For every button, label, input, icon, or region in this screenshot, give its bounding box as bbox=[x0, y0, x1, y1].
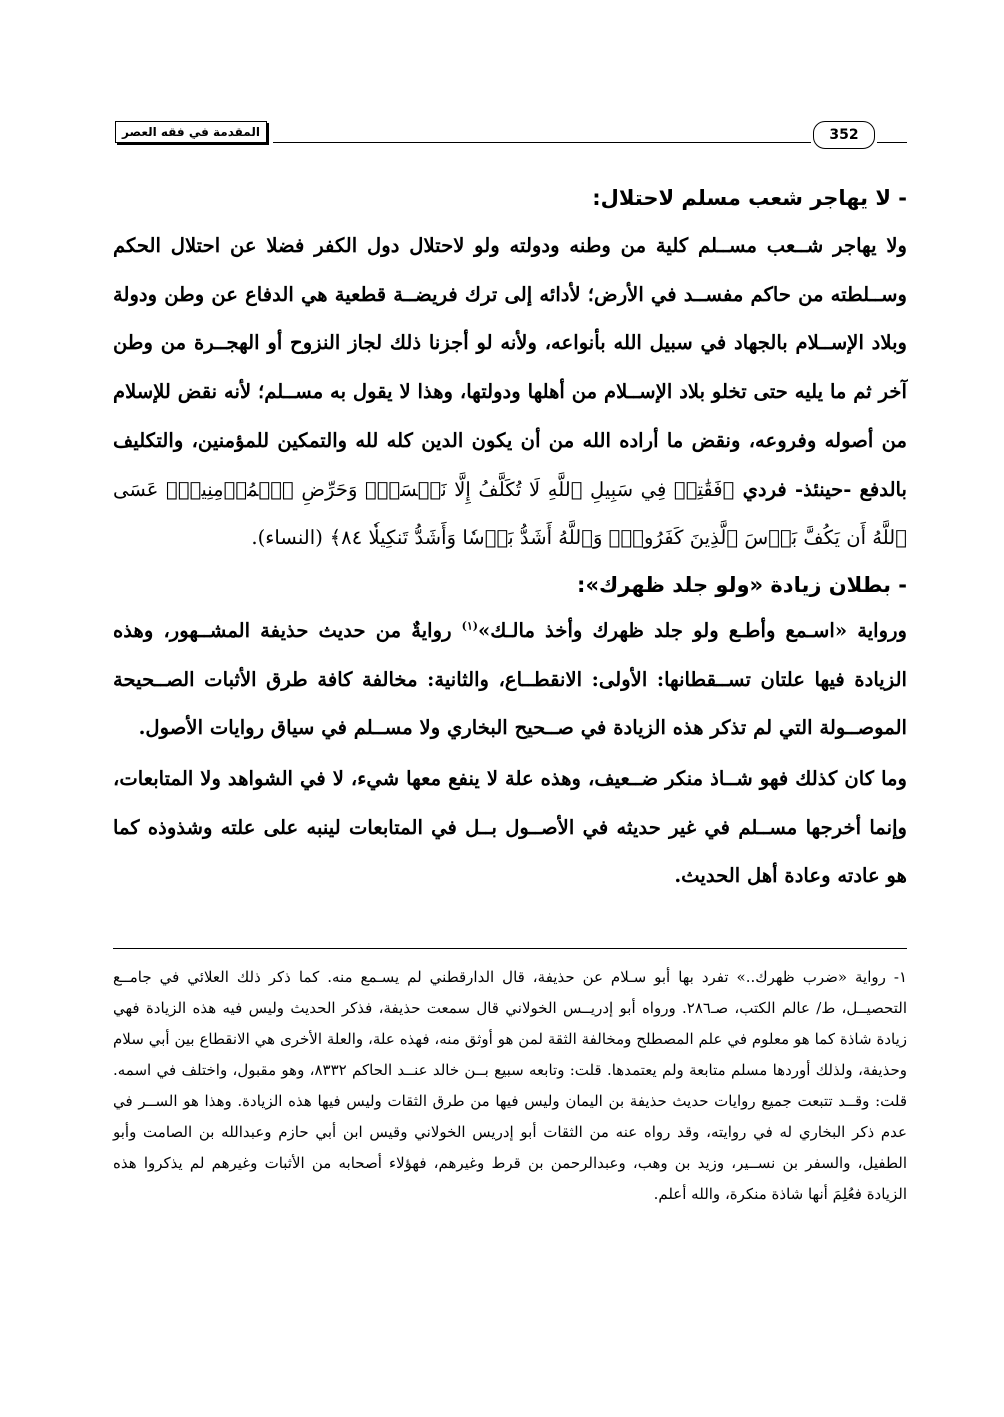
quran-source: (النساء). bbox=[251, 526, 323, 550]
page-number: 352 bbox=[813, 121, 875, 149]
section-heading-invalid-addition: - بطلان زيادة «ولو جلد ظهرك»: bbox=[577, 572, 907, 597]
header-rule-end bbox=[877, 142, 907, 143]
section-heading-emigration: - لا يهاجر شعب مسلم لاحتلال: bbox=[592, 186, 907, 210]
paragraph-emigration-text: ولا يهاجر شــعب مســلم كلية من وطنه ودولته ولو لاحتلال دول الكفر فضلا عن احتلال الحكم وســلطته من حاكم مفســد في الأرض؛ لأدائه إلى ترك فريضــة قطعية هي الدفاع عن وطن ودولة وبلاد الإســلام بالجهاد في سبيل الله بأنواعه، ولأنه لو أجزنا ذلك لجاز النزوح أو الهجــرة من وطن آخر ثم ما يليه حتى تخلو بلاد الإســلام من أهلها ودولتها، وهذا لا يقول به مســلم؛ لأنه نقض للإسلام من أصوله وفروعه، ونقض ما أراده الله من أن يكون الدين كله لله والتمكين للمؤمنين، والتكليف بالدفع -حينئذ- فردي bbox=[113, 234, 907, 501]
footnote-reference[interactable]: (١) bbox=[461, 619, 479, 633]
paragraph-narration bbox=[113, 607, 907, 753]
paragraph-narration-start: ورواية «اسـمع وأطـع ولو جلد ظهرك وأخذ مالـك» bbox=[478, 618, 907, 642]
header-rule bbox=[273, 142, 811, 143]
running-header bbox=[113, 116, 907, 148]
main-text bbox=[113, 178, 907, 901]
footnote-1: ١- رواية «ضرب ظهرك..» تفرد بها أبو سـلام عن حذيفة، قال الدارقطني لم يسـمع منه. كما ذكر ذلك العلائي في جامــع التحصيــل، ط/ عالم الكتب، صـ٢٨٦. ورواه أبو إدريــس الخولاني قال سمعت حذيفة، فذكر الحديث وليس فيه هذه الزيادة فهي زيادة شاذة كما هو معلوم في علم المصطلح ومخالفة الثقة لمن هو أوثق منه، فهذه علة، والعلة الأخرى هي الانقطاع بين أبي سلام وحذيفة، ولذلك أوردها مسلم متابعة ولم يعتمدها. قلت: وتابعه سبيع بــن خالد عنــد الحاكم ٨٣٣٢، وهو مقبول، واختلف في اسمه. قلت: وقــد تتبعت جميع روايات حديث حذيفة بن اليمان وليس فيها من طرق الثقات وليس فيها هذه الزيادة. وهذا هو الســر في عدم ذكر البخاري له في روايته، وقد رواه عنه من الثقات أبو إدريس الخولاني وقيس ابن أبي حازم وعبدالله بن الصامت وأبو الطفيل، والسفر بن نســير، وزيد بن وهب، وعبدالرحمن بن قرط وغيرهم، فهؤلاء أصحابه من الأثبات وغيرهم لم يذكروا هذه الزيادة فعُلِمَ أنها شاذة منكرة، والله أعلم. bbox=[113, 968, 907, 1203]
book-title-box: المقدمة في فقه العصر bbox=[115, 121, 267, 143]
paragraph-narration-rest: روايةٌ من حديث حذيفة المشــهور، وهذه الزيادة فيها علتان تســقطانها: الأولى: الانقطــاع، والثانية: مخالفة كافة طرق الأثبات الصــحيحة الموصــولة التي لم تذكر هذه الزيادة في صــحيح البخاري ولا مســلم في سياق روايات الأصول. bbox=[113, 618, 907, 740]
paragraph-emigration bbox=[113, 222, 907, 563]
footnote-separator bbox=[113, 948, 907, 949]
quran-verse: ﴿فَقَٰتِلۡ فِي سَبِيلِ ٱللَّهِ لَا تُكَلَّفُ إِلَّا نَفۡسَكَۚ وَحَرِّضِ ٱلۡمُؤۡمِنِينَۖ عَسَى ٱللَّهُ أَن يَكُفَّ بَأۡسَ ٱلَّذِينَ كَفَرُواْۚ وَٱللَّهُ أَشَدُّ بَأۡسٗا وَأَشَدُّ تَنكِيلٗا ٨٤﴾ bbox=[113, 477, 907, 550]
paragraph-anomaly: وما كان كذلك فهو شــاذ منكر ضــعيف، وهذه علة لا ينفع معها شيء، لا في الشواهد ولا المتابعات، وإنما أخرجها مســلم في غير حديثه في الأصــول بــل في المتابعات لينبه على علته وشذوذه كما هو عادته وعادة أهل الحديث. bbox=[113, 767, 907, 888]
